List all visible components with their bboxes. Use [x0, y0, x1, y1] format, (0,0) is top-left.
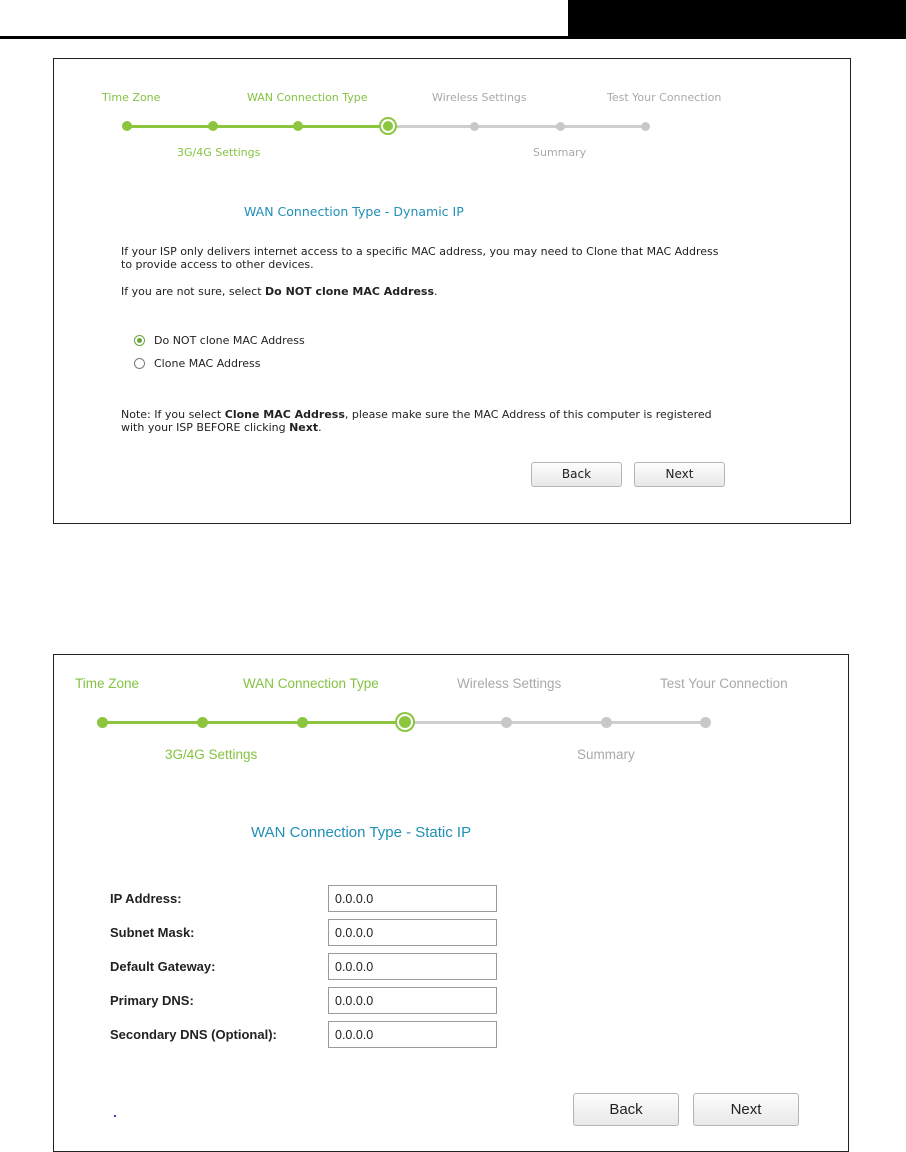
note-line2-prefix: with your ISP BEFORE clicking [121, 421, 290, 434]
step-dot-current [395, 712, 415, 732]
not-sure-hint [121, 285, 841, 298]
note-bold-next: Next [289, 421, 319, 434]
section-title: WAN Connection Type - Static IP [251, 824, 472, 841]
note-bold-clone: Clone MAC Address [224, 408, 345, 421]
radio-unchecked-icon[interactable] [134, 358, 145, 369]
radio-label-clone-mac: Clone MAC Address [154, 357, 261, 370]
step-dot-current [379, 117, 397, 135]
step-wan-connection-type: WAN Connection Type [247, 91, 368, 104]
next-button[interactable]: Next [693, 1093, 799, 1126]
ip-address-input[interactable] [328, 885, 497, 912]
progress-track-done [102, 721, 404, 724]
default-gateway-label: Default Gateway: [110, 959, 216, 974]
step-dot-test [700, 717, 711, 728]
step-dot-time-zone [122, 121, 132, 131]
step-dot-wan [293, 121, 303, 131]
step-dot-summary [556, 122, 565, 131]
step-wireless-settings: Wireless Settings [432, 91, 527, 104]
step-3g4g-settings: 3G/4G Settings [165, 747, 258, 762]
stray-dot [114, 1115, 116, 1117]
step-summary: Summary [533, 146, 587, 159]
secondary-dns-label: Secondary DNS (Optional): [110, 1027, 277, 1042]
step-dot-wan [297, 717, 308, 728]
step-dot-wireless [470, 122, 479, 131]
ip-address-label: IP Address: [110, 891, 182, 906]
back-button[interactable]: Back [531, 462, 622, 487]
step-summary: Summary [577, 747, 635, 762]
header-rule [0, 36, 906, 39]
static-ip-wizard-panel [53, 654, 849, 1152]
step-dot-wireless [501, 717, 512, 728]
radio-do-not-clone[interactable] [134, 334, 305, 347]
step-test-your-connection: Test Your Connection [660, 676, 788, 691]
mac-clone-description [121, 245, 841, 271]
step-dot-3g4g [197, 717, 208, 728]
hint-bold: Do NOT clone MAC Address [265, 285, 435, 298]
subnet-mask-input[interactable] [328, 919, 497, 946]
progress-track-remaining [387, 125, 647, 128]
description-line-1: If your ISP only delivers internet access to a specific MAC address, you may need to Clone that MAC Address [121, 245, 719, 258]
radio-checked-icon[interactable] [134, 335, 145, 346]
primary-dns-input[interactable] [328, 987, 497, 1014]
step-time-zone: Time Zone [75, 676, 140, 691]
step-wan-connection-type: WAN Connection Type [243, 676, 379, 691]
dynamic-ip-wizard-panel [53, 58, 851, 524]
primary-dns-label: Primary DNS: [110, 993, 194, 1008]
radio-label-do-not-clone: Do NOT clone MAC Address [154, 334, 305, 347]
radio-clone-mac[interactable] [134, 357, 261, 370]
hint-suffix: . [434, 285, 438, 298]
step-wireless-settings: Wireless Settings [457, 676, 562, 691]
back-button[interactable]: Back [573, 1093, 679, 1126]
default-gateway-input[interactable] [328, 953, 497, 980]
step-dot-3g4g [208, 121, 218, 131]
note-line-1 [121, 408, 841, 421]
step-test-your-connection: Test Your Connection [607, 91, 722, 104]
secondary-dns-input[interactable] [328, 1021, 497, 1048]
note-end: . [318, 421, 322, 434]
subnet-mask-label: Subnet Mask: [110, 925, 195, 940]
clone-note [121, 408, 841, 434]
note-line-2 [121, 421, 841, 434]
step-time-zone: Time Zone [102, 91, 161, 104]
note-mid: , please make sure the MAC Address of this computer is registered [344, 408, 712, 421]
progress-track-remaining [404, 721, 706, 724]
hint-prefix: If you are not sure, select [121, 285, 266, 298]
description-line-2: to provide access to other devices. [121, 258, 314, 271]
step-dot-summary [601, 717, 612, 728]
step-dot-time-zone [97, 717, 108, 728]
note-prefix: Note: If you select [121, 408, 225, 421]
step-dot-test [641, 122, 650, 131]
next-button[interactable]: Next [634, 462, 725, 487]
progress-track-done [127, 125, 387, 128]
header-black-block [568, 0, 906, 38]
step-3g4g-settings: 3G/4G Settings [177, 146, 261, 159]
section-title: WAN Connection Type - Dynamic IP [244, 204, 464, 219]
